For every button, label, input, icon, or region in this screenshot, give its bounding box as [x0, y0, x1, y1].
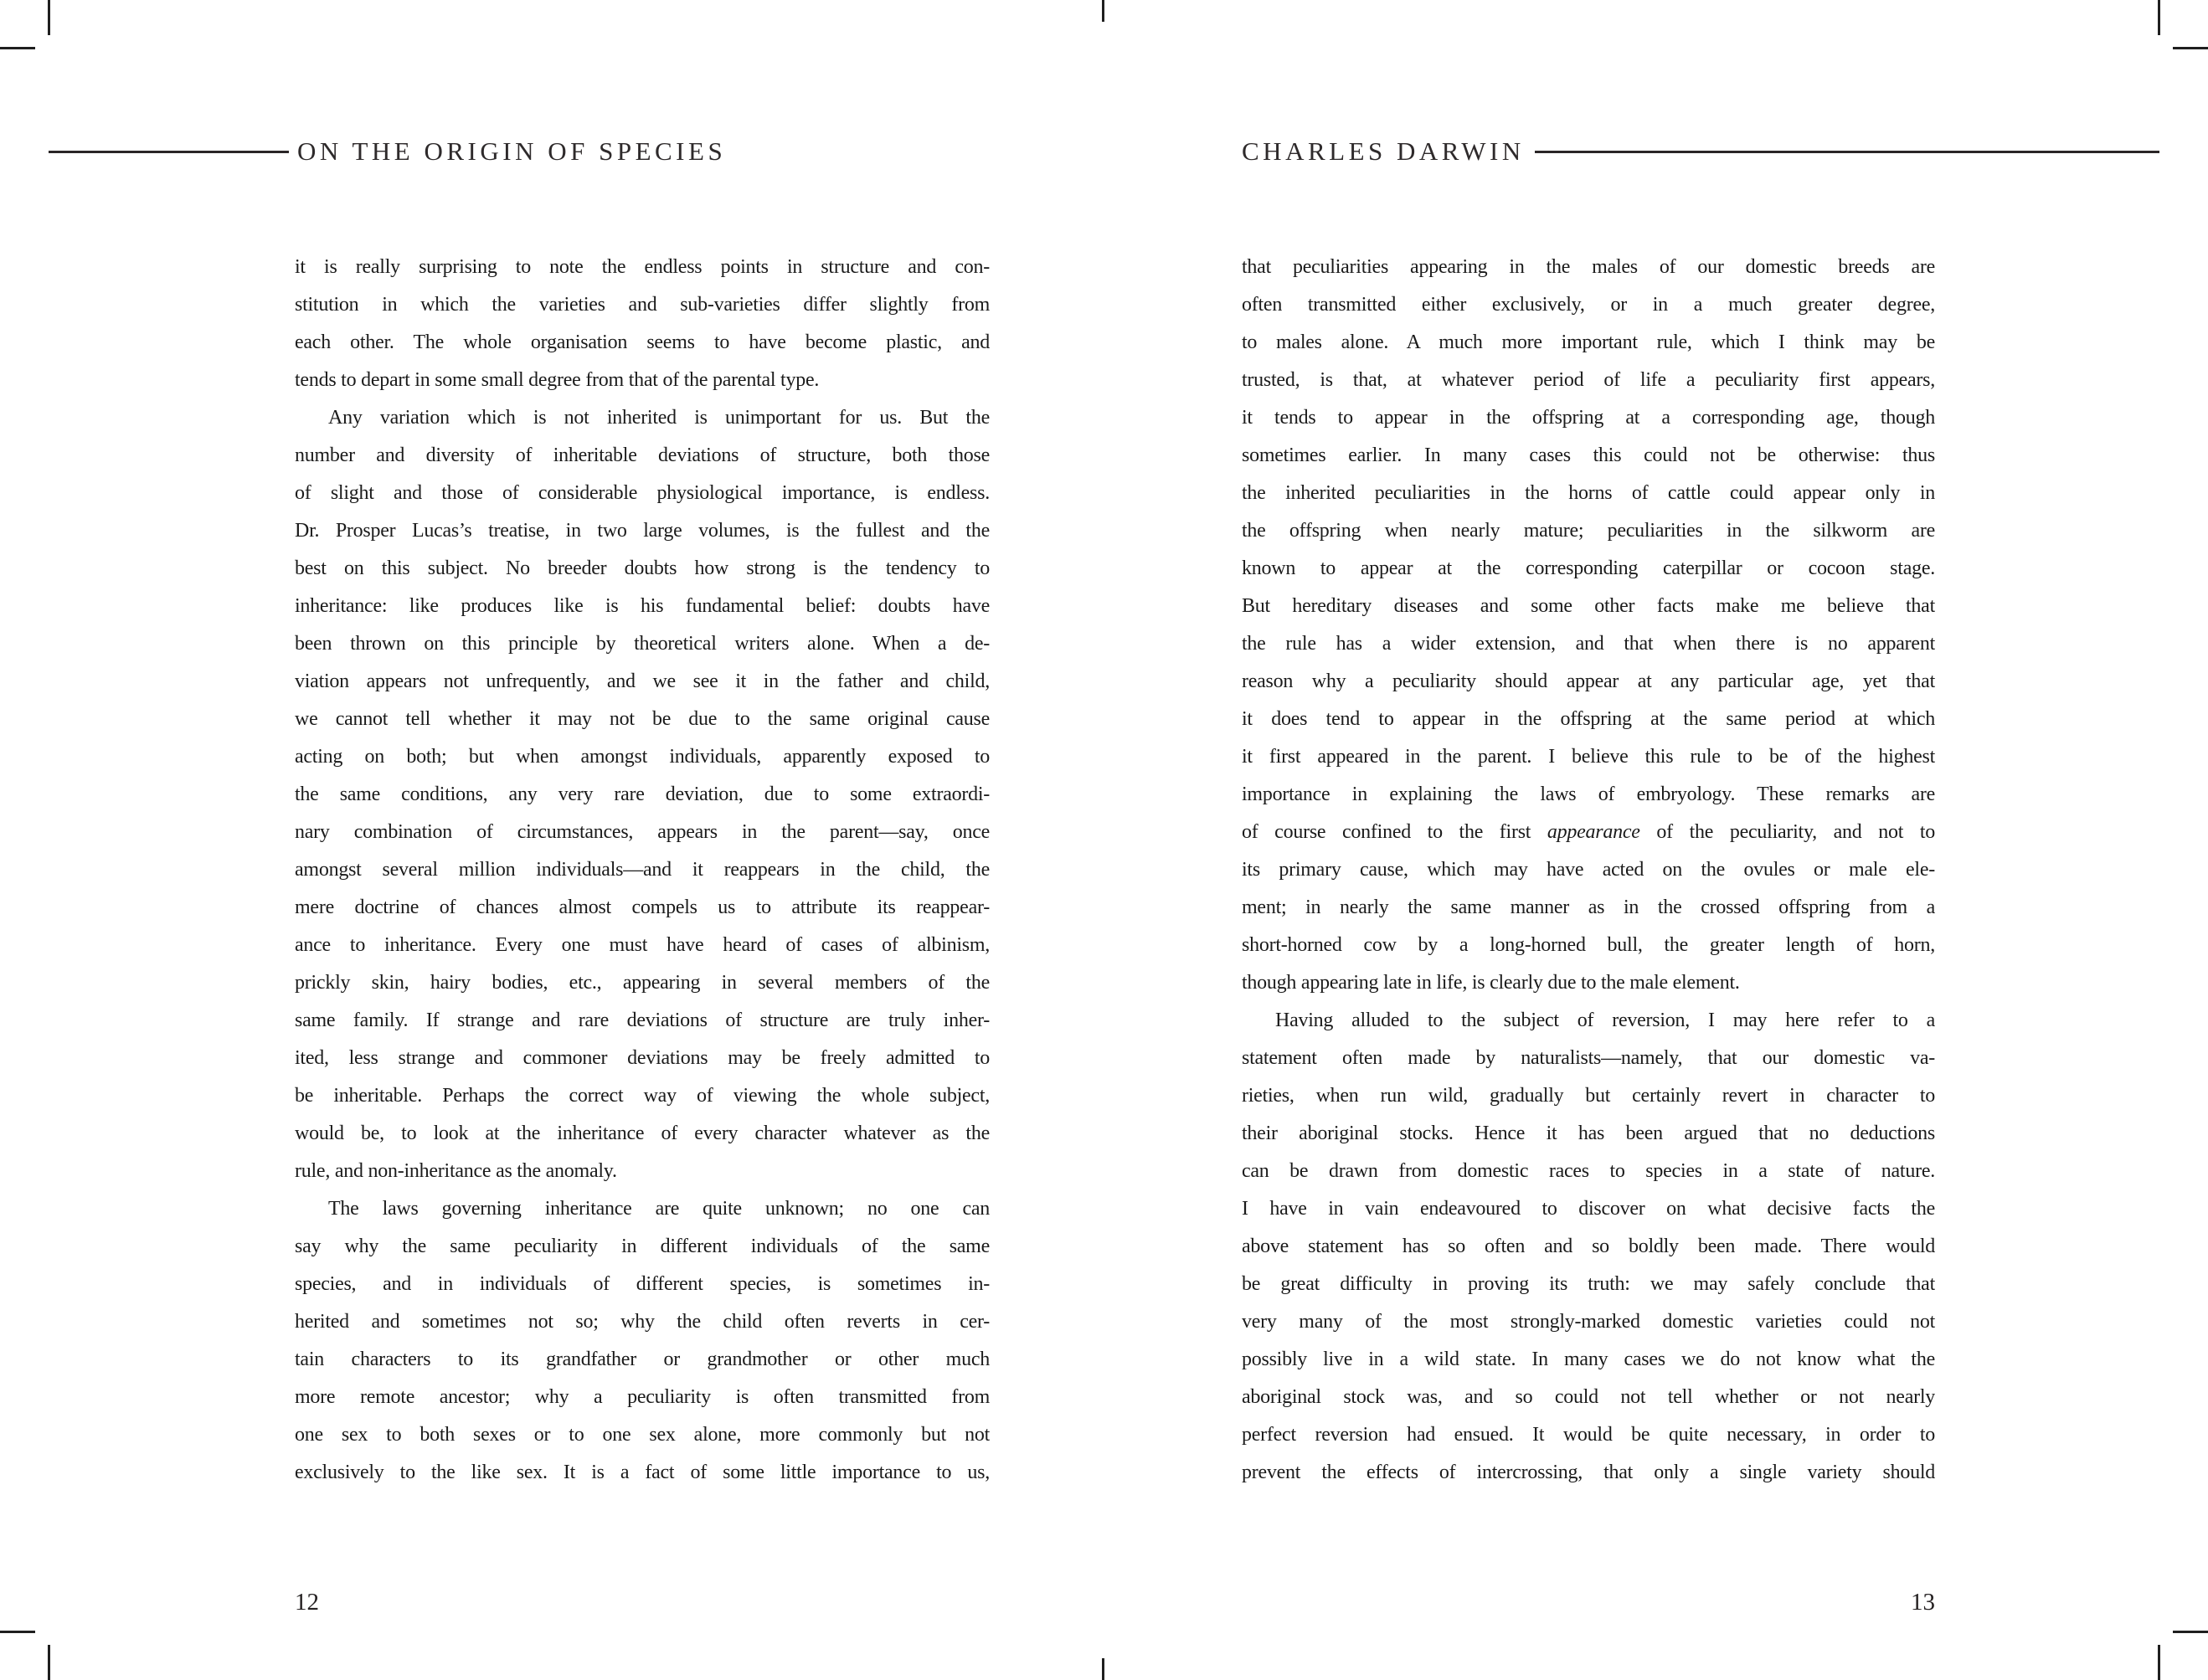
text-line: the rule has a wider extension, and that when there is no apparent — [1242, 633, 1935, 655]
crop-mark-top-right-horizontal — [2173, 47, 2208, 49]
text-line: But hereditary diseases and some other facts make me believe that — [1242, 595, 1935, 617]
text-line: say why the same peculiarity in different individuals of the same — [295, 1236, 990, 1257]
text-line: nary combination of circumstances, appears in the parent—say, once — [295, 821, 990, 843]
text-line: inheritance: like produces like is his fundamental belief: doubts have — [295, 595, 990, 617]
text-line: aboriginal stock was, and so could not tell whether or not nearly — [1242, 1386, 1935, 1408]
text-line: Any variation which is not inherited is unimportant for us. But the — [328, 407, 990, 429]
text-line: though appearing late in life, is clearly due to the male element. — [1242, 972, 1740, 994]
left-header-title: ON THE ORIGIN OF SPECIES — [297, 136, 727, 166]
text-line: the same conditions, any very rare deviation, due to some extraordi- — [295, 783, 990, 805]
text-line: it tends to appear in the offspring at a corresponding age, though — [1242, 407, 1935, 429]
text-line: of slight and those of considerable physiological importance, is endless. — [295, 482, 990, 504]
text-line: ited, less strange and commoner deviations may be freely admitted to — [295, 1047, 990, 1069]
text-line: be great difficulty in proving its truth: we may safely conclude that — [1242, 1273, 1935, 1295]
text-line: be inheritable. Perhaps the correct way of viewing the whole subject, — [295, 1085, 990, 1107]
text-line: number and diversity of inheritable deviations of structure, both those — [295, 444, 990, 466]
left-header-rule — [49, 151, 289, 153]
text-line: statement often made by naturalists—namely, that our domestic va- — [1242, 1047, 1935, 1069]
crop-mark-bottom-right-vertical — [2158, 1645, 2160, 1680]
text-line: more remote ancestor; why a peculiarity is often transmitted from — [295, 1386, 990, 1408]
text-line: short-horned cow by a long-horned bull, the greater length of horn, — [1242, 934, 1935, 956]
text-line: I have in vain endeavoured to discover on what decisive facts the — [1242, 1198, 1935, 1220]
text-line: acting on both; but when amongst individuals, apparently exposed to — [295, 746, 990, 768]
text-line: above statement has so often and so boldly been made. There would — [1242, 1236, 1935, 1257]
text-line: each other. The whole organisation seems to have become plastic, and — [295, 331, 990, 353]
text-line: tain characters to its grandfather or grandmother or other much — [295, 1349, 990, 1370]
text-line: rieties, when run wild, gradually but certainly revert in character to — [1242, 1085, 1935, 1107]
text-line: species, and in individuals of different species, is sometimes in- — [295, 1273, 990, 1295]
text-line: viation appears not unfrequently, and we see it in the father and child, — [295, 670, 990, 692]
crop-mark-top-right-vertical — [2158, 0, 2160, 35]
left-page-number: 12 — [295, 1589, 319, 1616]
left-running-header — [49, 135, 726, 168]
text-line: can be drawn from domestic races to species in a state of nature. — [1242, 1160, 1935, 1182]
text-line: best on this subject. No breeder doubts how strong is the tendency to — [295, 557, 990, 579]
text-line: stitution in which the varieties and sub-varieties differ slightly from — [295, 294, 990, 316]
text-line: sometimes earlier. In many cases this could not be otherwise: thus — [1242, 444, 1935, 466]
text-line: it does tend to appear in the offspring at the same period at which — [1242, 708, 1935, 730]
right-header-rule — [1535, 151, 2159, 153]
text-line: prickly skin, hairy bodies, etc., appearing in several members of the — [295, 972, 990, 994]
text-line: same family. If strange and rare deviations of structure are truly inher- — [295, 1010, 990, 1031]
text-line: that peculiarities appearing in the males of our domestic breeds are — [1242, 256, 1935, 278]
text-line: would be, to look at the inheritance of every character whatever as the — [295, 1123, 990, 1144]
right-running-header — [1242, 135, 2159, 168]
text-line: ment; in nearly the same manner as in the crossed offspring from a — [1242, 897, 1935, 918]
crop-mark-bottom-left-horizontal — [0, 1631, 35, 1633]
crop-mark-bottom-right-horizontal — [2173, 1631, 2208, 1633]
right-header-title: CHARLES DARWIN — [1242, 136, 1525, 166]
text-line: perfect reversion had ensued. It would be quite necessary, in order to — [1242, 1424, 1935, 1446]
text-line: Dr. Prosper Lucas’s treatise, in two large volumes, is the fullest and the — [295, 520, 990, 542]
text-line: one sex to both sexes or to one sex alone, more commonly but not — [295, 1424, 990, 1446]
text-line: the inherited peculiarities in the horns of cattle could appear only in — [1242, 482, 1935, 504]
text-line: of course confined to the first appearance of the peculiarity, and not to — [1242, 821, 1935, 843]
text-line: ance to inheritance. Every one must have heard of cases of albinism, — [295, 934, 990, 956]
text-line: rule, and non-inheritance as the anomaly. — [295, 1160, 617, 1182]
text-line: we cannot tell whether it may not be due to the same original cause — [295, 708, 990, 730]
crop-mark-bottom-center-vertical — [1102, 1658, 1104, 1680]
text-line: exclusively to the like sex. It is a fact of some little importance to us, — [295, 1462, 990, 1483]
text-line: very many of the most strongly-marked domestic varieties could not — [1242, 1311, 1935, 1333]
text-line: often transmitted either exclusively, or in a much greater degree, — [1242, 294, 1935, 316]
text-line: herited and sometimes not so; why the child often reverts in cer- — [295, 1311, 990, 1333]
text-line: reason why a peculiarity should appear at any particular age, yet that — [1242, 670, 1935, 692]
text-line: it is really surprising to note the endless points in structure and con- — [295, 256, 990, 278]
left-page-body — [295, 249, 990, 1492]
text-line: their aboriginal stocks. Hence it has been argued that no deductions — [1242, 1123, 1935, 1144]
text-line: to males alone. A much more important rule, which I think may be — [1242, 331, 1935, 353]
text-line: the offspring when nearly mature; peculiarities in the silkworm are — [1242, 520, 1935, 542]
text-line: mere doctrine of chances almost compels us to attribute its reappear- — [295, 897, 990, 918]
text-line: possibly live in a wild state. In many cases we do not know what the — [1242, 1349, 1935, 1370]
right-page-body — [1242, 249, 1935, 1492]
text-line: its primary cause, which may have acted on the ovules or male ele- — [1242, 859, 1935, 881]
text-line: trusted, is that, at whatever period of life a peculiarity first appears, — [1242, 369, 1935, 391]
crop-mark-top-left-vertical — [48, 0, 50, 35]
text-line: tends to depart in some small degree from that of the parental type. — [295, 369, 820, 391]
right-page-number: 13 — [1911, 1589, 1935, 1616]
text-line: Having alluded to the subject of reversion, I may here refer to a — [1275, 1010, 1935, 1031]
text-line: it first appeared in the parent. I believe this rule to be of the highest — [1242, 746, 1935, 768]
crop-mark-bottom-left-vertical — [48, 1645, 50, 1680]
text-line: amongst several million individuals—and it reappears in the child, the — [295, 859, 990, 881]
text-line: importance in explaining the laws of embryology. These remarks are — [1242, 783, 1935, 805]
text-line: prevent the effects of intercrossing, that only a single variety should — [1242, 1462, 1935, 1483]
crop-mark-top-center-vertical — [1102, 0, 1104, 22]
crop-mark-top-left-horizontal — [0, 47, 35, 49]
text-line: known to appear at the corresponding caterpillar or cocoon stage. — [1242, 557, 1935, 579]
text-line: The laws governing inheritance are quite unknown; no one can — [328, 1198, 990, 1220]
text-line: been thrown on this principle by theoretical writers alone. When a de- — [295, 633, 990, 655]
